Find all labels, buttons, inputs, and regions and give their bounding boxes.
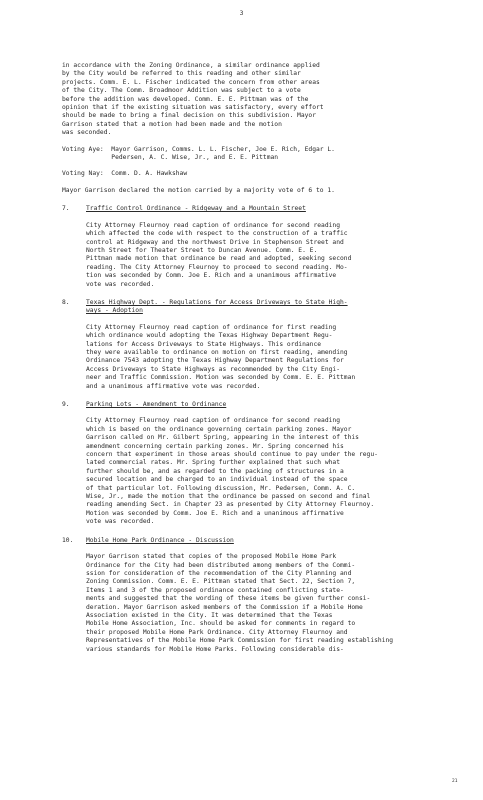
item-body: City Attorney Fleurnoy read caption of ordinance for first reading which ordinance would adopting the Texas Highway Department Regu- lations for Access Driveways to State Highways. This ordinance they were available to ordinance on motion on first reading, amending Ordinance 7543 adopting the Texas Highway Department Regulations for Access Driveways to State Highways as recommended by the City Engi- neer and Traffic Commission. Motion was seconded by Comm. E. E. Pittman and a unanimous affirmative vote was recorded. <box>86 323 356 390</box>
vote-aye: Voting Aye: Mayor Garrison, Comms. L. L. Fischer, Joe E. Rich, Edgar L. Pedersen, A. C. Wise, Jr., and E. E. Pittman <box>62 145 335 162</box>
footer-mark: 21 <box>452 779 458 784</box>
item-title: Texas Highway Dept. - Regulations for Access Driveways to State High- ways - Adoption <box>86 298 348 315</box>
agenda-item-9 <box>62 401 452 527</box>
vote-nay: Voting Nay: Comm. D. A. Hawkshaw <box>62 170 188 178</box>
item-body: Mayor Garrison stated that copies of the proposed Mobile Home Park Ordinance for the City had been distributed among members of the Commi- ssion for consideration of the recommendation of the City Planning and Zoning Commission. Comm. E. E. Pittman stated that Sect. 22, Section 7, Items 1 and 3 of the proposed ordinance contained conflicting state- ments and suggested that the wording of these items be given further consi- deration. Mayor Garrison asked members of the Commission if a Mobile Home Association existed in the City. It was determined that the Texas Mobile Home Association, Inc. should be asked for comments in regard to their proposed Mobile Home Park Ordinance. City Attorney Fleurnoy and Representatives of the Mobile Home Park Commission for first reading establishing various standards for Mobile Home Parks. Following considerable dis- <box>86 553 394 653</box>
item-title: Traffic Control Ordinance - Ridgeway and a Mountain Street <box>86 205 306 213</box>
item-number: 9. <box>62 401 70 408</box>
item-number: 8. <box>62 298 70 306</box>
item-number: 10. <box>62 536 74 544</box>
agenda-item-7 <box>62 205 452 289</box>
item-number: 7. <box>62 205 70 213</box>
item-body: City Attorney Fleurnoy read caption of ordinance for second reading which is based on the ordinance governing certain parking zones. Mayor Garrison called on Mr. Gilbert Spring, appearing in the interest of this amendment concerning certain parking zones. Mr. Spring concerned his concern that experiment in those areas should continue to pay under the regu- lated commercial rates. Mr. Spring further explained that such what further should be, and as regarded to the packing of structures in a secured location and be charged to an individual instead of the space of that particular lot. Following discussion, Mr. Pedersen, Comm. A. C. Wise, Jr., made the motion that the ordinance be passed on second and final reading amending Sect. in Chapter 23 as presented by City Attorney Fleurnoy. Motion was seconded by Comm. Joe E. Rich and a unanimous affirmative vote was recorded. <box>86 417 378 526</box>
item-body: City Attorney Fleurnoy read caption of ordinance for second reading which affected the code with respect to the construction of a traffic control at Ridgeway and the northwest Drive in Stephenson Street and North Street for Theater Street to Duncan Avenue. Comm. E. E. Pittman made motion that ordinance be read and adopted, seeking second reading. The City Attorney Fleurnoy to proceed to second reading. Mo- tion was seconded by Comm. Joe E. Rich and a unanimous affirmative vote was recorded. <box>86 221 352 288</box>
minutes-body <box>62 62 452 654</box>
agenda-item-8 <box>62 299 452 391</box>
agenda-item-10 <box>62 537 452 654</box>
item-title: Parking Lots - Amendment to Ordinance <box>86 401 227 408</box>
page-number: 3 <box>239 10 244 17</box>
intro-paragraph: in accordance with the Zoning Ordinance, a similar ordinance applied by the City would be referred to this reading and other similar projects. Comm. E. L. Fischer indicated the concern from other areas of the City. The Comm. Broadmoor Addition was subject to a vote before the addition was developed. Comm. E. E. Pittman was of the opinion that if the existing situation was satisfactory, every effort should be made to bring a final decision on this subdivision. Mayor Garrison stated that a motion had been made and the motion was seconded. <box>62 62 324 137</box>
item-title: Mobile Home Park Ordinance - Discussion <box>86 536 234 544</box>
motion-declaration: Mayor Garrison declared the motion carried by a majority vote of 6 to 1. <box>62 186 335 194</box>
